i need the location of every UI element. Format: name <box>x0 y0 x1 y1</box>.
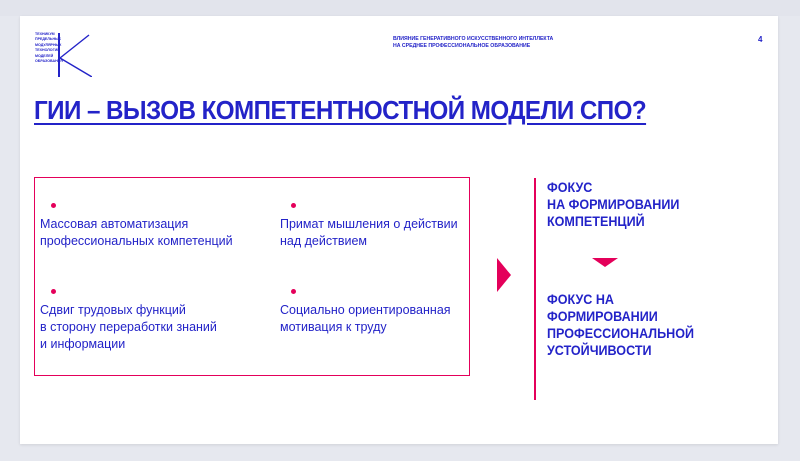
logo-text-line: ТЕХНИКУМ <box>35 32 55 36</box>
factor-item <box>280 203 470 250</box>
logo <box>35 32 105 78</box>
page-number: 4 <box>758 35 763 44</box>
right-arrow-icon <box>497 258 511 292</box>
header-subtitle-line: НА СРЕДНЕЕ ПРОФЕССИОНАЛЬНОЕ ОБРАЗОВАНИЕ <box>393 43 531 49</box>
header-subtitle-line: ВЛИЯНИЕ ГЕНЕРАТИВНОГО ИСКУССТВЕННОГО ИНТЕЛЛЕКТА <box>393 36 554 42</box>
logo-text-line: МОДЕЛЕЙ <box>35 53 54 58</box>
factor-item <box>280 289 470 336</box>
focus-from: ФОКУС НА ФОРМИРОВАНИИ КОМПЕТЕНЦИЙ <box>547 180 680 229</box>
vertical-divider <box>534 178 536 400</box>
factor-item <box>40 203 240 250</box>
slide-title: ГИИ – ВЫЗОВ КОМПЕТЕНТНОСТНОЙ МОДЕЛИ СПО? <box>34 95 647 125</box>
factors-box <box>34 177 470 376</box>
bullet-dot-icon <box>291 289 296 294</box>
logo-text-line: МОДУЛЯРНЫХ <box>35 42 62 47</box>
logo-text-line: ТЕХНОЛОГИЙ <box>35 48 60 53</box>
factor-text: Примат мышления о действии над действием <box>280 217 458 248</box>
logo-text <box>35 32 63 64</box>
bullet-dot-icon <box>51 203 56 208</box>
top-band <box>0 0 800 16</box>
factor-text: Массовая автоматизация профессиональных компетенций <box>40 217 233 248</box>
logo-k-mark-icon <box>56 33 92 77</box>
focus-to: ФОКУС НА ФОРМИРОВАНИИ ПРОФЕССИОНАЛЬНОЙ УСТОЙЧИВОСТИ <box>547 292 694 358</box>
header-subtitle <box>393 36 613 50</box>
logo-text-line: ОБРАЗОВАНИЯ <box>35 59 63 64</box>
bullet-dot-icon <box>51 289 56 294</box>
factor-text: Сдвиг трудовых функций в сторону переработки знаний и информации <box>40 303 217 351</box>
down-arrow-icon <box>592 258 618 267</box>
logo-text-line: ПРЕДЕЛЬНЫХ <box>35 37 61 42</box>
factor-item <box>40 289 240 353</box>
bullet-dot-icon <box>291 203 296 208</box>
slide <box>20 16 778 444</box>
logo-mark-letter: К <box>56 33 57 34</box>
factor-text: Социально ориентированная мотивация к труду <box>280 303 451 334</box>
